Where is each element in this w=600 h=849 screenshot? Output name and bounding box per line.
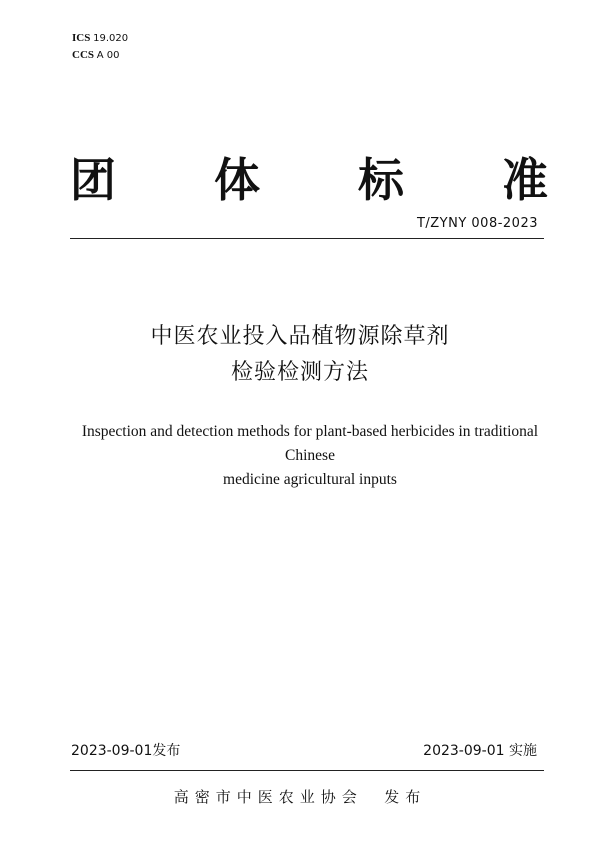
ics-value: 19.020: [93, 33, 129, 44]
publisher-line: [0, 786, 600, 807]
title-cn-line-1: 中医农业投入品植物源除草剂: [150, 324, 450, 349]
release-label: 发布: [152, 743, 181, 759]
title-en-line-2: medicine agricultural inputs: [223, 471, 397, 488]
ics-label: ICS: [72, 32, 91, 44]
title-en: [60, 420, 560, 492]
implementation-date: [423, 740, 537, 760]
standard-type-char: 准: [502, 153, 550, 207]
ccs-label: CCS: [72, 49, 95, 61]
publisher-name: 高密市中医农业协会: [173, 788, 363, 806]
ics-code: [72, 30, 128, 47]
standard-type-char: 团: [70, 153, 118, 207]
classification-codes: [72, 30, 128, 64]
release-date: [71, 740, 180, 760]
ccs-value: A 00: [96, 50, 120, 61]
standard-type-heading: [70, 142, 550, 212]
title-en-line-1: Inspection and detection methods for plant-based herbicides in traditional Chinese: [81, 423, 539, 464]
release-date-value: 2023-09-01: [71, 743, 153, 759]
standard-type-char: 体: [214, 153, 262, 207]
implementation-label: 实施: [509, 743, 537, 759]
footer-divider: [70, 770, 544, 771]
title-cn-line-2: 检验检测方法: [230, 360, 369, 385]
standard-type-char: 标: [358, 153, 406, 207]
standard-number: T/ZYNY 008-2023: [416, 216, 538, 231]
publisher-action: 发布: [384, 788, 427, 806]
implementation-date-value: 2023-09-01: [423, 743, 505, 759]
header-divider: [70, 238, 544, 239]
ccs-code: [72, 47, 128, 64]
